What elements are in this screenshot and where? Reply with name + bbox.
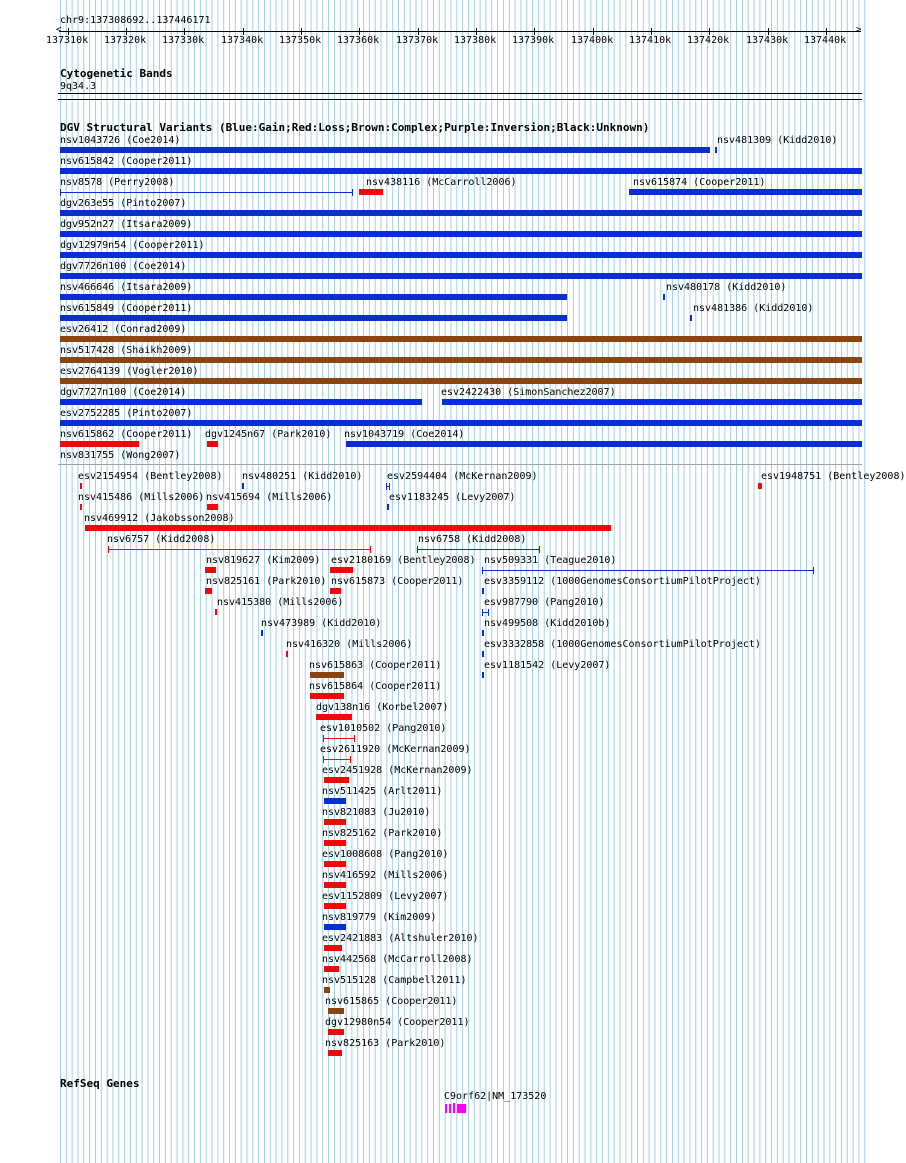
variant-label: nsv825161 (Park2010) bbox=[206, 576, 327, 587]
variant-bar[interactable] bbox=[330, 588, 341, 594]
variant-bar[interactable] bbox=[207, 441, 218, 447]
variant-bar[interactable] bbox=[60, 210, 862, 216]
variant-label: nsv615849 (Cooper2011) bbox=[60, 303, 193, 314]
variant-bar[interactable] bbox=[324, 819, 346, 825]
variant-end-cap bbox=[417, 546, 418, 553]
variant-bar[interactable] bbox=[324, 945, 342, 951]
variant-line bbox=[417, 549, 540, 550]
variant-bar[interactable] bbox=[205, 588, 212, 594]
right-margin bbox=[866, 0, 890, 1163]
variant-end-cap bbox=[539, 546, 540, 553]
ruler-tick-label: 137440k bbox=[804, 35, 847, 46]
variant-line bbox=[108, 549, 371, 550]
variant-label: esv2764139 (Vogler2010) bbox=[60, 366, 199, 377]
variant-label: nsv473989 (Kidd2010) bbox=[261, 618, 382, 629]
variant-label: nsv825163 (Park2010) bbox=[325, 1038, 446, 1049]
gene-exon bbox=[445, 1104, 447, 1113]
ruler-tick-label: 137350k bbox=[279, 35, 322, 46]
variant-end-cap bbox=[813, 567, 814, 574]
variant-line bbox=[482, 570, 814, 571]
dgv-track-title: DGV Structural Variants (Blue:Gain;Red:Loss;Brown:Complex;Purple:Inversion;Black:Unknown) bbox=[60, 121, 650, 134]
ruler-tick-label: 137340k bbox=[221, 35, 264, 46]
variant-label: nsv615842 (Cooper2011) bbox=[60, 156, 193, 167]
variant-label: nsv6757 (Kidd2008) bbox=[107, 534, 216, 545]
variant-label: esv1183245 (Levy2007) bbox=[389, 492, 516, 503]
variant-bar[interactable] bbox=[324, 861, 346, 867]
ruler-tick bbox=[184, 28, 185, 35]
variant-label: esv2421883 (Altshuler2010) bbox=[322, 933, 479, 944]
variant-bar[interactable] bbox=[324, 840, 346, 846]
variant-bar[interactable] bbox=[310, 693, 343, 699]
variant-label: nsv1043719 (Coe2014) bbox=[344, 429, 465, 440]
variant-bar[interactable] bbox=[261, 630, 263, 636]
variant-label: dgv12980n54 (Cooper2011) bbox=[325, 1017, 470, 1028]
ruler-left-arrow-icon: < bbox=[56, 25, 62, 35]
variant-bar[interactable] bbox=[482, 651, 484, 657]
variant-label: nsv415694 (Mills2006) bbox=[206, 492, 333, 503]
variant-bar[interactable] bbox=[482, 630, 484, 636]
variant-label: nsv6758 (Kidd2008) bbox=[418, 534, 527, 545]
variant-end-cap bbox=[488, 609, 489, 616]
variant-label: esv1181542 (Levy2007) bbox=[484, 660, 611, 671]
variant-bar[interactable] bbox=[60, 252, 862, 258]
variant-label: nsv499508 (Kidd2010b) bbox=[484, 618, 611, 629]
variant-bar[interactable] bbox=[359, 189, 383, 195]
variant-end-cap bbox=[352, 189, 353, 196]
variant-bar[interactable] bbox=[328, 1008, 344, 1014]
variant-label: esv2752285 (Pinto2007) bbox=[60, 408, 193, 419]
variant-label: dgv1245n67 (Park2010) bbox=[205, 429, 332, 440]
ruler-tick-label: 137430k bbox=[746, 35, 789, 46]
ruler-tick bbox=[593, 28, 594, 35]
variant-bar[interactable] bbox=[690, 315, 692, 321]
variant-label: nsv615863 (Cooper2011) bbox=[309, 660, 442, 671]
variant-bar[interactable] bbox=[60, 336, 862, 342]
variant-end-cap bbox=[354, 735, 355, 742]
variant-bar[interactable] bbox=[215, 609, 217, 615]
variant-end-cap bbox=[482, 567, 483, 574]
ruler-tick bbox=[826, 28, 827, 35]
variant-label: nsv442568 (McCarroll2008) bbox=[322, 954, 473, 965]
variant-end-cap bbox=[60, 189, 61, 196]
variant-label: nsv416320 (Mills2006) bbox=[286, 639, 413, 650]
variant-bar[interactable] bbox=[85, 525, 611, 531]
variant-bar[interactable] bbox=[60, 273, 862, 279]
variant-bar[interactable] bbox=[387, 504, 389, 510]
variant-bar[interactable] bbox=[60, 231, 862, 237]
variant-bar[interactable] bbox=[310, 672, 343, 678]
ruler-tick bbox=[243, 28, 244, 35]
variant-end-cap bbox=[323, 735, 324, 742]
ruler-tick bbox=[534, 28, 535, 35]
ruler-tick-label: 137330k bbox=[162, 35, 205, 46]
variant-label: nsv480178 (Kidd2010) bbox=[666, 282, 787, 293]
ruler-tick bbox=[301, 28, 302, 35]
variant-label: esv2451928 (McKernan2009) bbox=[322, 765, 473, 776]
ruler-tick-label: 137370k bbox=[396, 35, 439, 46]
variant-bar[interactable] bbox=[330, 567, 354, 573]
variant-bar[interactable] bbox=[316, 714, 352, 720]
variant-label: nsv511425 (Arlt2011) bbox=[322, 786, 443, 797]
variant-label: esv2154954 (Bentley2008) bbox=[78, 471, 223, 482]
variant-bar[interactable] bbox=[205, 567, 216, 573]
variant-bar[interactable] bbox=[324, 798, 346, 804]
variant-label: nsv821083 (Ju2010) bbox=[322, 807, 431, 818]
variant-end-cap bbox=[386, 483, 387, 490]
ruler-axis[interactable] bbox=[59, 31, 861, 32]
ruler-tick-label: 137390k bbox=[512, 35, 555, 46]
variant-bar[interactable] bbox=[328, 1029, 344, 1035]
ruler-tick bbox=[126, 28, 127, 35]
ruler-right-arrow-icon: > bbox=[856, 25, 862, 35]
cytoband-label: 9q34.3 bbox=[60, 81, 97, 92]
variant-label: dgv7727n100 (Coe2014) bbox=[60, 387, 187, 398]
ruler-tick-label: 137310k bbox=[46, 35, 89, 46]
dgv-track-divider bbox=[58, 464, 862, 465]
variant-line bbox=[60, 192, 353, 193]
variant-label: esv1948751 (Bentley2008) bbox=[761, 471, 906, 482]
variant-label: nsv819627 (Kim2009) bbox=[206, 555, 321, 566]
gene-exon bbox=[449, 1104, 451, 1113]
variant-label: nsv831755 (Wong2007) bbox=[60, 450, 181, 461]
variant-label: nsv481386 (Kidd2010) bbox=[693, 303, 814, 314]
variant-label: esv2611920 (McKernan2009) bbox=[320, 744, 471, 755]
variant-label: esv26412 (Conrad2009) bbox=[60, 324, 187, 335]
variant-bar[interactable] bbox=[663, 294, 665, 300]
refseq-track-title: RefSeq Genes bbox=[60, 1077, 140, 1090]
variant-label: esv3359112 (1000GenomesConsortiumPilotProject) bbox=[484, 576, 761, 587]
variant-bar[interactable] bbox=[60, 420, 862, 426]
ruler-tick-label: 137410k bbox=[629, 35, 672, 46]
variant-bar[interactable] bbox=[482, 588, 484, 594]
variant-label: nsv415486 (Mills2006) bbox=[78, 492, 205, 503]
variant-label: dgv12979n54 (Cooper2011) bbox=[60, 240, 205, 251]
variant-label: esv1152809 (Levy2007) bbox=[322, 891, 449, 902]
variant-label: nsv469912 (Jakobsson2008) bbox=[84, 513, 235, 524]
cytoband-band-top bbox=[58, 93, 862, 94]
variant-bar[interactable] bbox=[60, 168, 862, 174]
chromosome-position-label: chr9:137308692..137446171 bbox=[60, 15, 211, 26]
gene-label: C9orf62|NM_173520 bbox=[444, 1091, 547, 1102]
cytoband-track-title: Cytogenetic Bands bbox=[60, 67, 173, 80]
ruler-tick-label: 137360k bbox=[337, 35, 380, 46]
variant-line bbox=[323, 759, 351, 760]
variant-label: esv3332858 (1000GenomesConsortiumPilotProject) bbox=[484, 639, 761, 650]
variant-label: nsv480251 (Kidd2010) bbox=[242, 471, 363, 482]
variant-label: nsv415380 (Mills2006) bbox=[217, 597, 344, 608]
variant-bar[interactable] bbox=[60, 441, 139, 447]
variant-label: nsv615873 (Cooper2011) bbox=[331, 576, 464, 587]
variant-line bbox=[323, 738, 356, 739]
ruler-tick bbox=[359, 28, 360, 35]
ruler-tick bbox=[768, 28, 769, 35]
variant-bar[interactable] bbox=[286, 651, 288, 657]
variant-bar[interactable] bbox=[60, 399, 422, 405]
variant-end-cap bbox=[323, 756, 324, 763]
variant-label: nsv615874 (Cooper2011) bbox=[633, 177, 766, 188]
gene-exon bbox=[453, 1103, 455, 1113]
variant-bar[interactable] bbox=[324, 882, 346, 888]
cytoband-band-bottom bbox=[58, 99, 862, 100]
variant-label: esv1008608 (Pang2010) bbox=[322, 849, 449, 860]
variant-end-cap bbox=[108, 546, 109, 553]
variant-bar[interactable] bbox=[60, 378, 862, 384]
variant-label: dgv138n16 (Korbel2007) bbox=[316, 702, 449, 713]
variant-bar[interactable] bbox=[242, 483, 244, 489]
ruler-tick-label: 137380k bbox=[454, 35, 497, 46]
variant-label: esv2422430 (SimonSanchez2007) bbox=[441, 387, 616, 398]
variant-label: nsv1043726 (Coe2014) bbox=[60, 135, 181, 146]
variant-bar[interactable] bbox=[207, 504, 218, 510]
variant-end-cap bbox=[389, 483, 390, 490]
variant-bar[interactable] bbox=[60, 147, 710, 153]
variant-label: dgv7726n100 (Coe2014) bbox=[60, 261, 187, 272]
variant-bar[interactable] bbox=[629, 189, 862, 195]
variant-bar[interactable] bbox=[324, 987, 329, 993]
variant-label: nsv517428 (Shaikh2009) bbox=[60, 345, 193, 356]
variant-label: nsv438116 (McCarroll2006) bbox=[366, 177, 517, 188]
variant-label: dgv263e55 (Pinto2007) bbox=[60, 198, 187, 209]
variant-end-cap bbox=[482, 609, 483, 616]
variant-label: nsv416592 (Mills2006) bbox=[322, 870, 449, 881]
variant-bar[interactable] bbox=[442, 399, 862, 405]
variant-bar[interactable] bbox=[60, 294, 567, 300]
variant-label: esv1010502 (Pang2010) bbox=[320, 723, 447, 734]
variant-bar[interactable] bbox=[324, 777, 349, 783]
variant-label: dgv952n27 (Itsara2009) bbox=[60, 219, 193, 230]
gene-exon bbox=[457, 1104, 466, 1113]
variant-label: esv987790 (Pang2010) bbox=[484, 597, 605, 608]
variant-bar[interactable] bbox=[60, 357, 862, 363]
variant-bar[interactable] bbox=[482, 672, 484, 678]
ruler-tick bbox=[418, 28, 419, 35]
ruler-tick bbox=[709, 28, 710, 35]
variant-bar[interactable] bbox=[80, 483, 82, 489]
variant-bar[interactable] bbox=[324, 924, 346, 930]
ruler-tick-label: 137400k bbox=[571, 35, 614, 46]
variant-label: nsv509331 (Teague2010) bbox=[484, 555, 617, 566]
ruler-tick bbox=[651, 28, 652, 35]
ruler-tick-label: 137420k bbox=[687, 35, 730, 46]
variant-label: nsv615865 (Cooper2011) bbox=[325, 996, 458, 1007]
variant-bar[interactable] bbox=[60, 315, 567, 321]
variant-bar[interactable] bbox=[328, 1050, 342, 1056]
variant-label: nsv515128 (Campbell2011) bbox=[322, 975, 467, 986]
variant-label: nsv8578 (Perry2008) bbox=[60, 177, 175, 188]
ruler-tick bbox=[476, 28, 477, 35]
variant-label: nsv481309 (Kidd2010) bbox=[717, 135, 838, 146]
left-margin bbox=[0, 0, 58, 1163]
variant-bar[interactable] bbox=[715, 147, 717, 153]
variant-label: esv2180169 (Bentley2008) bbox=[331, 555, 476, 566]
variant-label: nsv615864 (Cooper2011) bbox=[309, 681, 442, 692]
variant-bar[interactable] bbox=[324, 903, 346, 909]
variant-end-cap bbox=[350, 756, 351, 763]
variant-label: esv2594404 (McKernan2009) bbox=[387, 471, 538, 482]
ruler-tick bbox=[68, 28, 69, 35]
variant-bar[interactable] bbox=[758, 483, 762, 489]
variant-end-cap bbox=[370, 546, 371, 553]
variant-label: nsv466646 (Itsara2009) bbox=[60, 282, 193, 293]
variant-label: nsv615862 (Cooper2011) bbox=[60, 429, 193, 440]
variant-bar[interactable] bbox=[346, 441, 862, 447]
variant-label: nsv819779 (Kim2009) bbox=[322, 912, 437, 923]
variant-bar[interactable] bbox=[80, 504, 82, 510]
ruler-tick-label: 137320k bbox=[104, 35, 147, 46]
variant-bar[interactable] bbox=[324, 966, 339, 972]
variant-label: nsv825162 (Park2010) bbox=[322, 828, 443, 839]
